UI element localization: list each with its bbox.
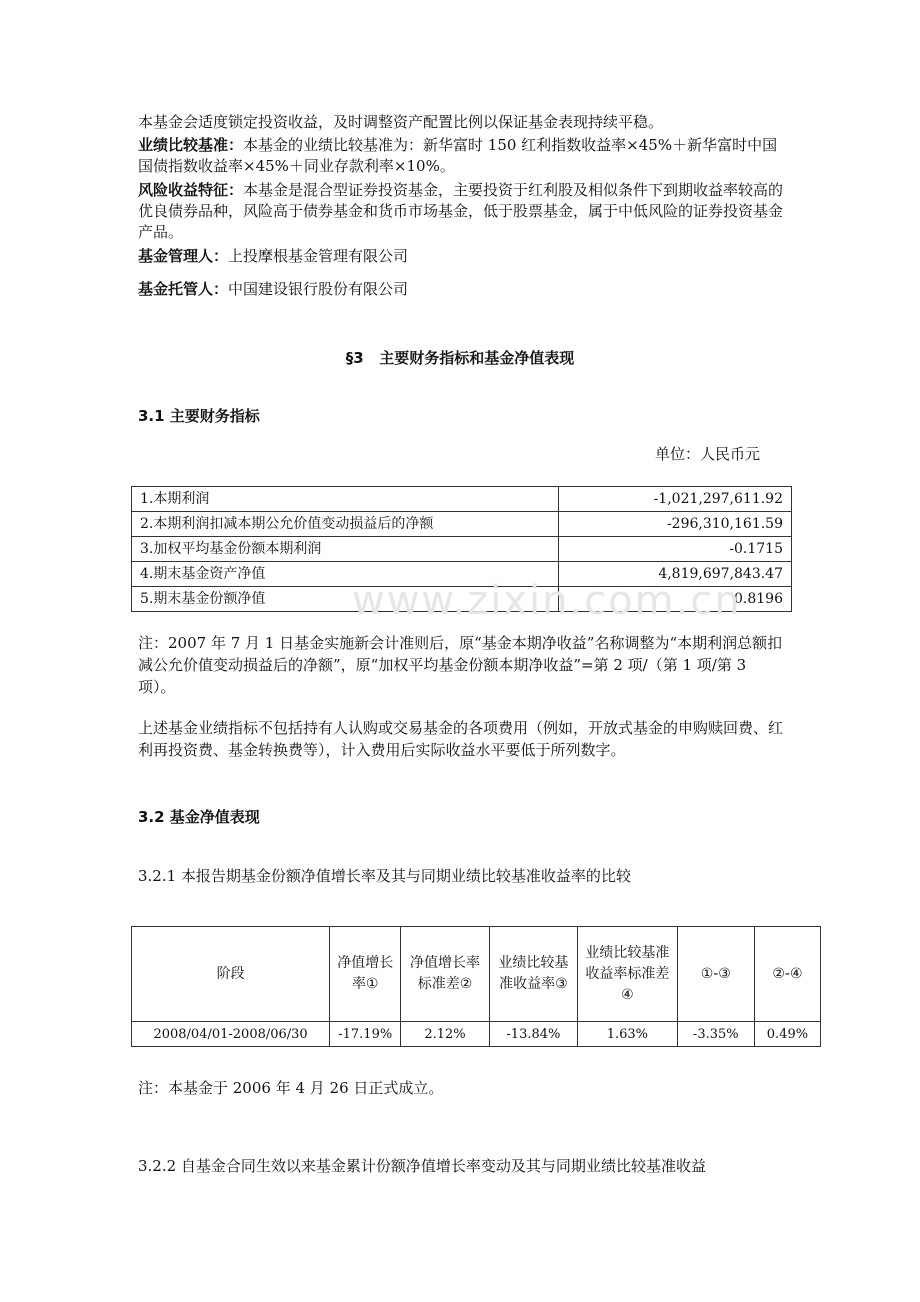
- note-3: 注：本基金于 2006 年 4 月 26 日正式成立。: [138, 1079, 444, 1097]
- fin-row-value: -0.1715: [559, 537, 792, 562]
- perf-data-cell: 2.12%: [401, 1022, 489, 1047]
- fin-row-label: 2.本期利润扣减本期公允价值变动损益后的净额: [132, 512, 559, 537]
- performance-header-row: [132, 927, 821, 1022]
- risk-label: 风险收益特征：: [138, 181, 244, 199]
- perf-header-cell: ②-④: [754, 927, 820, 1022]
- benchmark-text: 本基金的业绩比较基准为：新华富时 150 红利指数收益率×45%＋新华富时中国国债指数收益率×45%＋同业存款利率×10%。: [138, 136, 778, 175]
- perf-header-cell: 净值增长率标准差②: [401, 927, 489, 1022]
- section-3-1-title: 3.1 主要财务指标: [138, 407, 260, 425]
- watermark: www.zixin.com.cn: [352, 578, 742, 624]
- note-1: 注：2007 年 7 月 1 日基金实施新会计准则后，原“基金本期净收益”名称调整为“本期利润总额扣减公允价值变动损益后的净额”，原“加权平均基金份额本期净收益”=第 2 项/（第 1 项/第 3 项）。: [138, 634, 783, 696]
- manager-value: 上投摩根基金管理有限公司: [228, 247, 409, 265]
- perf-data-cell: 1.63%: [578, 1022, 678, 1047]
- perf-data-cell: -17.19%: [330, 1022, 401, 1047]
- perf-header-cell: 业绩比较基准收益率标准差④: [578, 927, 678, 1022]
- fin-row-value: 4,819,697,843.47: [559, 562, 792, 587]
- perf-header-cell: 阶段: [132, 927, 330, 1022]
- perf-header-cell: 净值增长率①: [330, 927, 401, 1022]
- section-3-2-1-title: 3.2.1 本报告期基金份额净值增长率及其与同期业绩比较基准收益率的比较: [138, 867, 631, 885]
- fin-table-row: [132, 537, 792, 562]
- perf-data-cell: -3.35%: [677, 1022, 754, 1047]
- fin-row-label: 3.加权平均基金份额本期利润: [132, 537, 559, 562]
- note-2: 上述基金业绩指标不包括持有人认购或交易基金的各项费用（例如，开放式基金的申购赎回费、红利再投资费、基金转换费等），计入费用后实际收益水平要低于所列数字。: [138, 719, 784, 759]
- custodian-line: [138, 279, 788, 300]
- fin-row-label: 1.本期利润: [132, 487, 559, 512]
- fin-row-label: 4.期末基金资产净值: [132, 562, 559, 587]
- perf-header-cell: 业绩比较基准收益率③: [489, 927, 577, 1022]
- fin-row-value: -296,310,161.59: [559, 512, 792, 537]
- fin-row-value: -1,021,297,611.92: [559, 487, 792, 512]
- unit-label: 单位：人民币元: [654, 445, 760, 463]
- section-3-title: §3 主要财务指标和基金净值表现: [345, 349, 575, 367]
- custodian-label: 基金托管人：: [138, 280, 229, 298]
- performance-comparison-table: [131, 926, 821, 1047]
- manager-line: [138, 246, 788, 267]
- risk-text: 本基金是混合型证券投资基金，主要投资于红利股及相似条件下到期收益率较高的优良债券品种，风险高于债券基金和货币市场基金，低于股票基金，属于中低风险的证券投资基金产品。: [138, 181, 784, 241]
- perf-data-cell: 0.49%: [754, 1022, 820, 1047]
- section-3-2-title: 3.2 基金净值表现: [138, 808, 260, 826]
- fin-row-label: 5.期末基金份额净值: [132, 587, 559, 612]
- benchmark-paragraph: [138, 135, 788, 177]
- fin-table-row: [132, 487, 792, 512]
- perf-header-cell: ①-③: [677, 927, 754, 1022]
- intro-line: 本基金会适度锁定投资收益，及时调整资产配置比例以保证基金表现持续平稳。: [138, 113, 664, 131]
- fin-table-row: [132, 512, 792, 537]
- fin-row-value: 0.8196: [559, 587, 792, 612]
- perf-data-cell: -13.84%: [489, 1022, 577, 1047]
- performance-data-row: [132, 1022, 821, 1047]
- perf-data-cell: 2008/04/01-2008/06/30: [132, 1022, 330, 1047]
- manager-label: 基金管理人：: [138, 247, 229, 265]
- benchmark-label: 业绩比较基准：: [138, 136, 244, 154]
- section-3-2-2-title: 3.2.2 自基金合同生效以来基金累计份额净值增长率变动及其与同期业绩比较基准收益: [138, 1157, 706, 1175]
- custodian-value: 中国建设银行股份有限公司: [228, 280, 409, 298]
- risk-paragraph: [138, 180, 788, 243]
